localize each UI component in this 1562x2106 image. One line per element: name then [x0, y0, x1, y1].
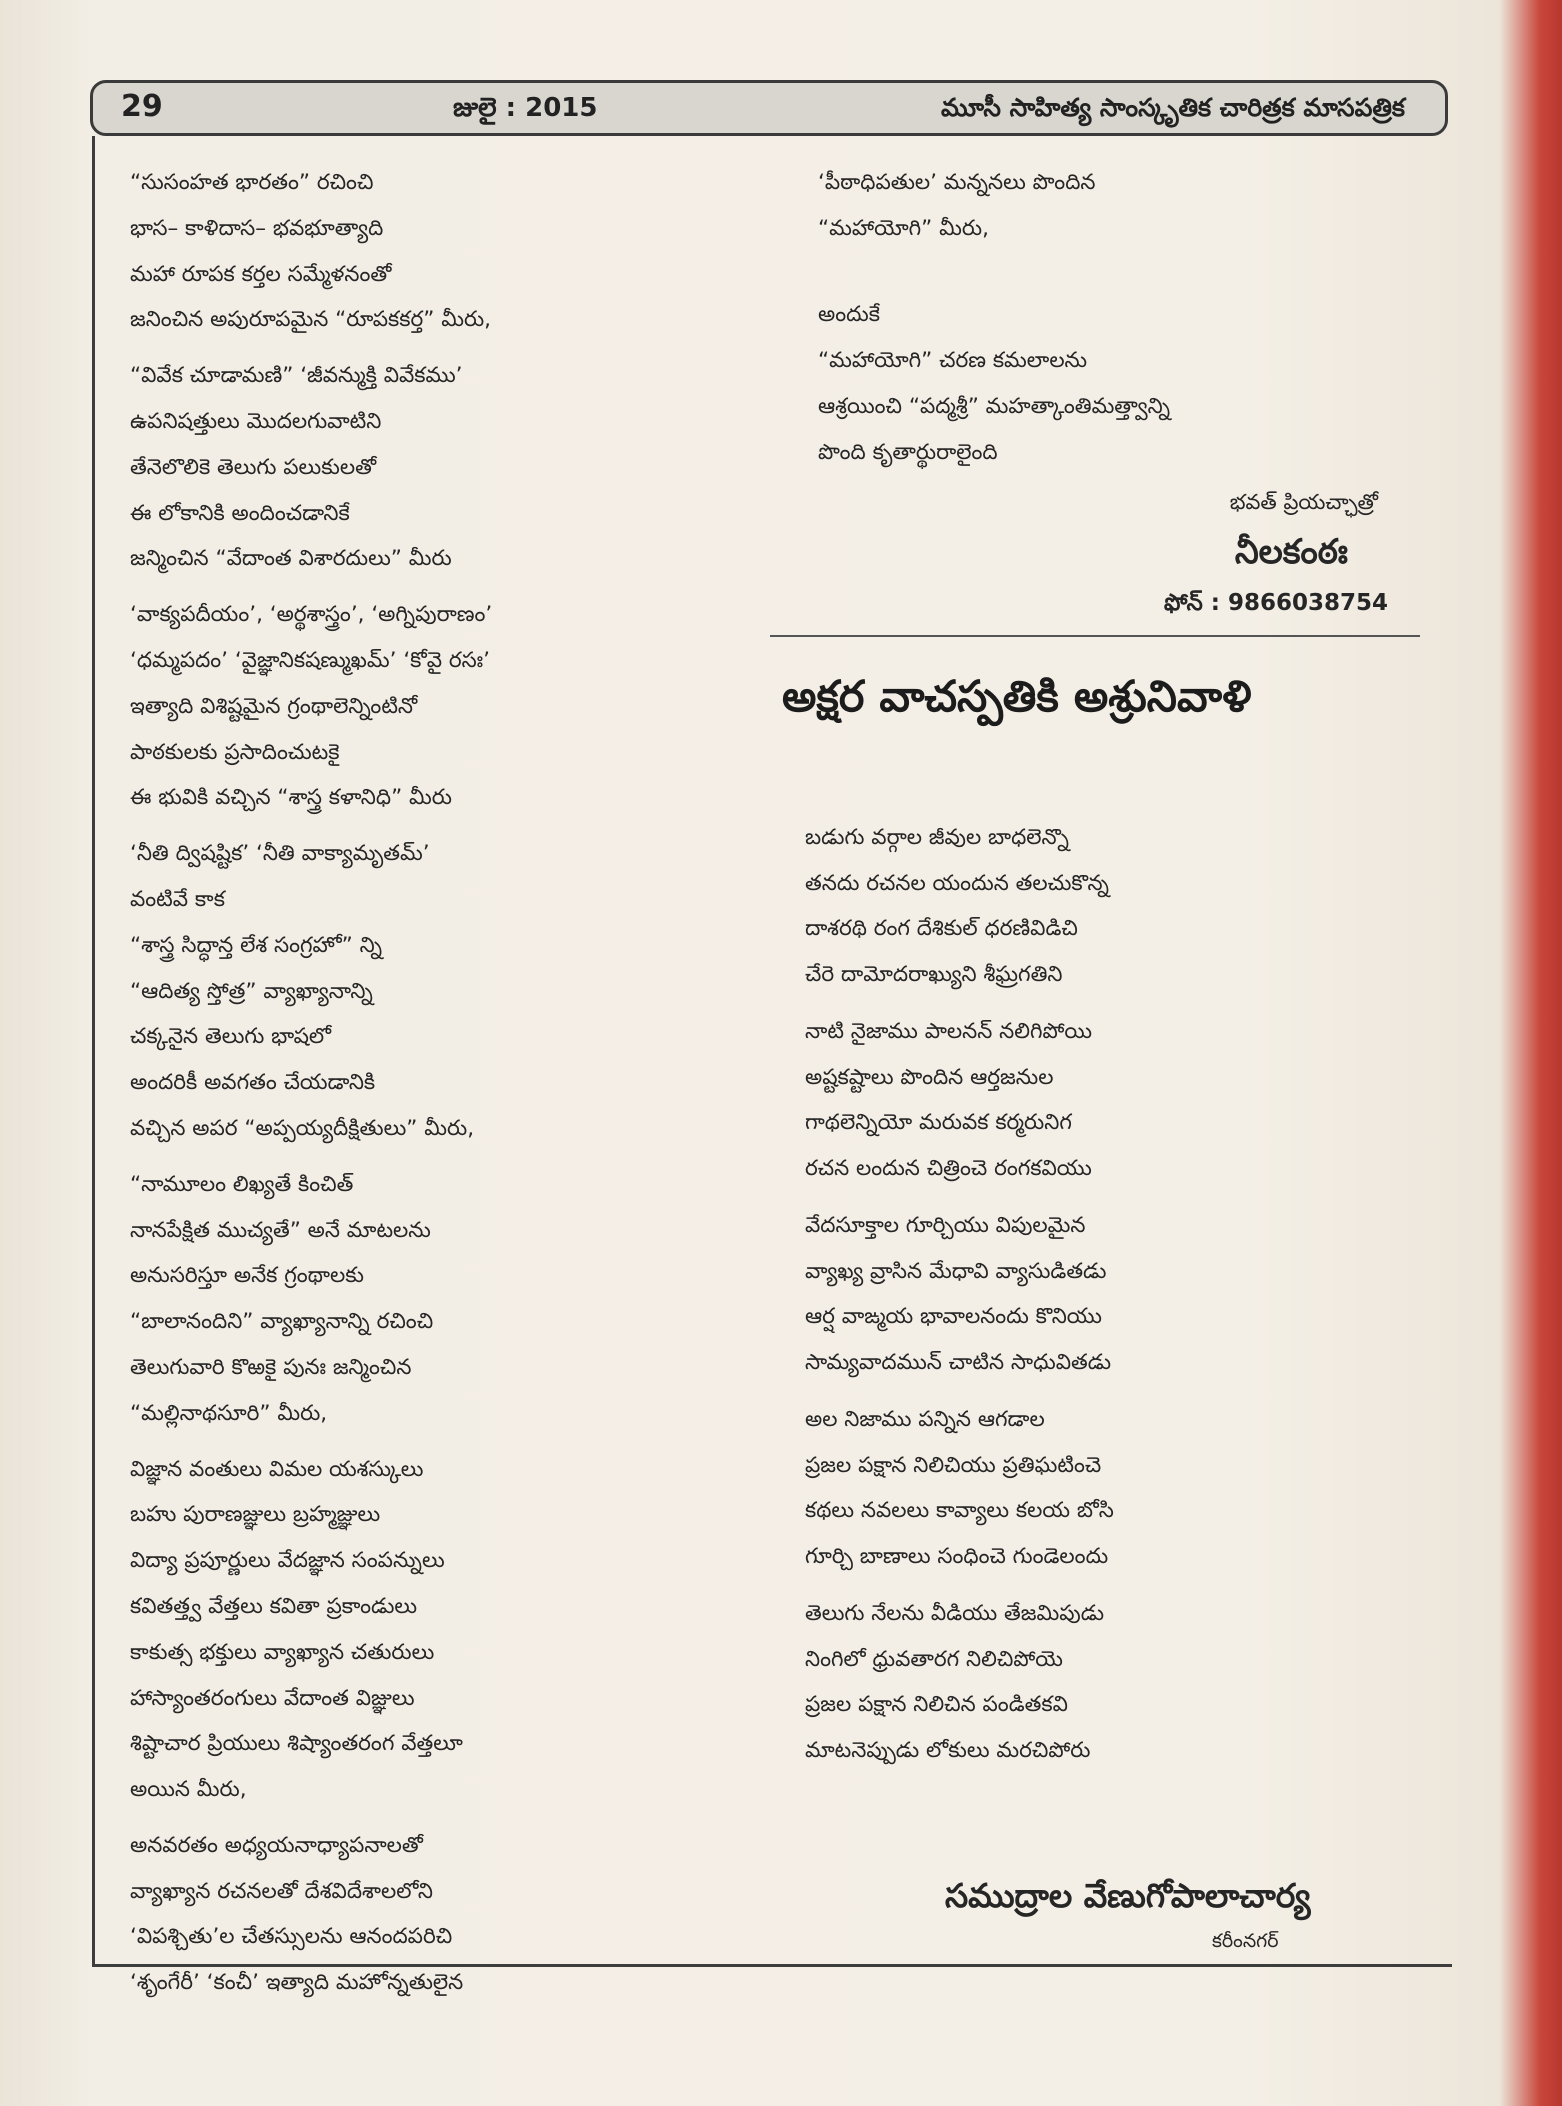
verse-line: మహా రూపక కర్తల సమ్మేళనంతో: [130, 261, 392, 287]
stanza: [130, 160, 780, 343]
verse-line: ఈ లోకానికి అందించడానికే: [130, 500, 350, 526]
verse-line: అల నిజాము పన్నిన ఆగడాల: [805, 1407, 1045, 1432]
author-place: కరీంనగర్: [1212, 1930, 1279, 1952]
stanza: [130, 831, 780, 1152]
verse-line: “మహాయోగి” చరణ కమలాలను: [818, 348, 1088, 373]
stanza: [805, 1009, 1425, 1191]
phone-number: ఫోన్ : 9866038754: [1164, 590, 1388, 616]
section-divider: [770, 635, 1420, 637]
verse-line: “వివేక చూడామణి” ‘జీవన్ముక్తి వివేకము’: [130, 363, 463, 389]
verse-line: ‘పీఠాధిపతుల’ మన్ననలు పొందిన: [818, 170, 1096, 195]
verse-line: తేనెలొలికె తెలుగు పలుకులతో: [130, 454, 377, 480]
verse-line: ‘విపశ్చితు’ల చేతస్సులను ఆనందపరిచి: [130, 1924, 453, 1950]
stanza: [805, 1591, 1425, 1773]
verse-line: తెలుగు నేలను వీడియు తేజమిపుడు: [805, 1601, 1105, 1626]
poem-author: సముద్రాల వేణుగోపాలాచార్య: [945, 1876, 1311, 1915]
publication-title: మూసీ సాహిత్య సాంస్కృతిక చారిత్రక మాసపత్రిక: [940, 93, 1405, 122]
verse-line: ప్రజల పక్షాన నిలిచిన పండితకవి: [805, 1692, 1068, 1717]
verse-line: వ్యాఖ్య వ్రాసిన మేధావి వ్యాసుడితడు: [805, 1258, 1107, 1284]
stanza: [130, 1162, 780, 1437]
verse-line: ఆర్ష వాఙ్మయ భావాలనందు కొనియు: [805, 1304, 1102, 1329]
verse-line: ఆశ్రయించి “పద్మశ్రీ” మహత్కాంతిమత్త్వాన్ని: [818, 394, 1171, 419]
verse-line: కాకుత్స భక్తులు వ్యాఖ్యాన చతురులు: [130, 1639, 435, 1665]
verse-line: భాస– కాళిదాస– భవభూత్యాది: [130, 215, 384, 241]
verse-line: ‘నీతి ద్విషష్టిక’ ‘నీతి వాక్యామృతమ్’: [130, 841, 430, 867]
closing-salutation: భవత్ ప్రియచ్ఛాత్రో: [1229, 490, 1378, 514]
stanza: [130, 592, 780, 821]
verse-line: తెలుగువారి కొఱకై పునః జన్మించిన: [130, 1354, 412, 1380]
page-number: 29: [121, 89, 163, 124]
stanza: [818, 292, 1438, 476]
stanza: [805, 1203, 1425, 1385]
page-header: [90, 80, 1448, 136]
stanza-gap: [818, 252, 1438, 292]
verse-line: తనదు రచనల యందున తలచుకొన్న: [805, 870, 1109, 896]
verse-line: పొంది కృతార్థురాలైంది: [818, 440, 998, 465]
verse-line: అనవరతం అధ్యయనాధ్యాపనాలతో: [130, 1832, 423, 1858]
verse-line: నానపేక్షిత ముచ్యతే” అనే మాటలను: [130, 1217, 431, 1243]
verse-line: ‘ధమ్మపదం’ ‘వైజ్ఞానికషణ్ముఖమ్’ ‘కోవై రసః’: [130, 647, 490, 673]
issue-date: జులై : 2015: [453, 93, 598, 123]
verse-line: వేదసూక్తాల గూర్చియు విపులమైన: [805, 1213, 1086, 1238]
left-column-poem: [130, 160, 780, 2016]
verse-line: కవితత్త్వ వేత్తలు కవితా ప్రకాండులు: [130, 1593, 418, 1619]
stanza: [130, 353, 780, 582]
verse-line: “బాలానందిని” వ్యాఖ్యానాన్ని రచించి: [130, 1309, 434, 1335]
verse-line: జనించిన అపురూపమైన “రూపకకర్త” మీరు,: [130, 307, 491, 333]
verse-line: వచ్చిన అపర “అప్పయ్యదీక్షితులు” మీరు,: [130, 1115, 475, 1141]
stanza: [805, 815, 1425, 997]
verse-line: “మల్లినాథసూరి” మీరు,: [130, 1400, 328, 1426]
verse-line: “ఆదిత్య స్తోత్ర” వ్యాఖ్యానాన్ని: [130, 978, 373, 1004]
poem-title: అక్షర వాచస్పతికి అశ్రునివాళి: [782, 672, 1252, 722]
stanza: [130, 1823, 780, 2006]
verse-line: “నామూలం లిఖ్యతే కించిత్: [130, 1171, 354, 1197]
frame-left-border: [92, 136, 95, 1966]
verse-line: దాశరథి రంగ దేశికుల్ ధరణివిడిచి: [805, 916, 1078, 941]
verse-line: “మహాయోగి” మీరు,: [818, 216, 989, 241]
verse-line: అష్టకష్టాలు పొందిన ఆర్తజనుల: [805, 1064, 1054, 1090]
verse-line: ప్రజల పక్షాన నిలిచియు ప్రతిఘటించె: [805, 1452, 1102, 1478]
verse-line: బడుగు వర్గాల జీవుల బాధలెన్నొ: [805, 825, 1069, 850]
right-column-continuation: [818, 160, 1438, 476]
tribute-poem: [805, 815, 1425, 1785]
verse-line: నాటి నైజాము పాలనన్ నలిగిపోయి: [805, 1019, 1093, 1044]
verse-line: “సుసంహత భారతం” రచించి: [130, 170, 374, 195]
verse-line: “శాస్త్ర సిద్ధాన్త లేశ సంగ్రహో” న్ని: [130, 932, 383, 958]
verse-line: వ్యాఖ్యాన రచనలతో దేశవిదేశాలలోని: [130, 1878, 433, 1904]
verse-line: కథలు నవలలు కావ్యాలు కలయ బోసి: [805, 1498, 1114, 1523]
verse-line: గూర్చి బాణాలు సంధించె గుండెలందు: [805, 1543, 1109, 1569]
verse-line: ‘శృంగేరీ’ ‘కంచీ’ ఇత్యాది మహోన్నతులైన: [130, 1970, 464, 1996]
verse-line: హాస్యాంతరంగులు వేదాంత విజ్ఞులు: [130, 1685, 415, 1711]
verse-line: విద్యా ప్రపూర్ణులు వేదజ్ఞాన సంపన్నులు: [130, 1548, 445, 1574]
verse-line: అందుకే: [818, 302, 880, 327]
verse-line: విజ్ఞాన వంతులు విమల యశస్కులు: [130, 1456, 424, 1482]
signatory-name: నీలకంఠః: [1234, 532, 1348, 572]
verse-line: అనుసరిస్తూ అనేక గ్రంథాలకు: [130, 1263, 364, 1289]
stanza: [130, 1447, 780, 1813]
verse-line: ‘వాక్యపదీయం’, ‘అర్థశాస్త్రం’, ‘అగ్నిపురాణం’: [130, 602, 493, 628]
verse-line: జన్మించిన “వేదాంత విశారదులు” మీరు: [130, 546, 452, 572]
verse-line: మాటనెప్పుడు లోకులు మరచిపోరు: [805, 1737, 1091, 1763]
stanza: [805, 1397, 1425, 1579]
verse-line: ఈ భువికి వచ్చిన “శాస్త్ర కళానిధి” మీరు: [130, 785, 452, 811]
verse-line: రచన లందున చిత్రించె రంగకవియు: [805, 1155, 1092, 1181]
stanza: [818, 160, 1438, 252]
verse-line: పాఠకులకు ప్రసాదించుటకై: [130, 739, 340, 765]
verse-line: గాథలెన్నియో మరువక కర్మరునిగ: [805, 1110, 1072, 1135]
verse-line: సామ్యవాదమున్ చాటిన సాధువితడు: [805, 1349, 1112, 1375]
verse-line: అయిన మీరు,: [130, 1777, 247, 1803]
verse-line: ఉపనిషత్తులు మొదలగువాటిని: [130, 408, 382, 434]
verse-line: శిష్టాచార ప్రియులు శిష్యాంతరంగ వేత్తలూ: [130, 1731, 463, 1757]
verse-line: నింగిలో ధ్రువతారగ నిలిచిపోయె: [805, 1646, 1063, 1672]
verse-line: అందరికీ అవగతం చేయడానికి: [130, 1070, 376, 1096]
verse-line: చక్కనైన తెలుగు భాషలో: [130, 1024, 332, 1050]
verse-line: ఇత్యాది విశిష్టమైన గ్రంథాలెన్నింటినో: [130, 693, 418, 719]
verse-line: బహు పురాణజ్ఞులు బ్రహ్మజ్ఞులు: [130, 1502, 381, 1528]
verse-line: వంటివే కాక: [130, 886, 225, 912]
verse-line: చేరె దామోదరాఖ్యుని శీఘ్రగతిని: [805, 961, 1063, 987]
